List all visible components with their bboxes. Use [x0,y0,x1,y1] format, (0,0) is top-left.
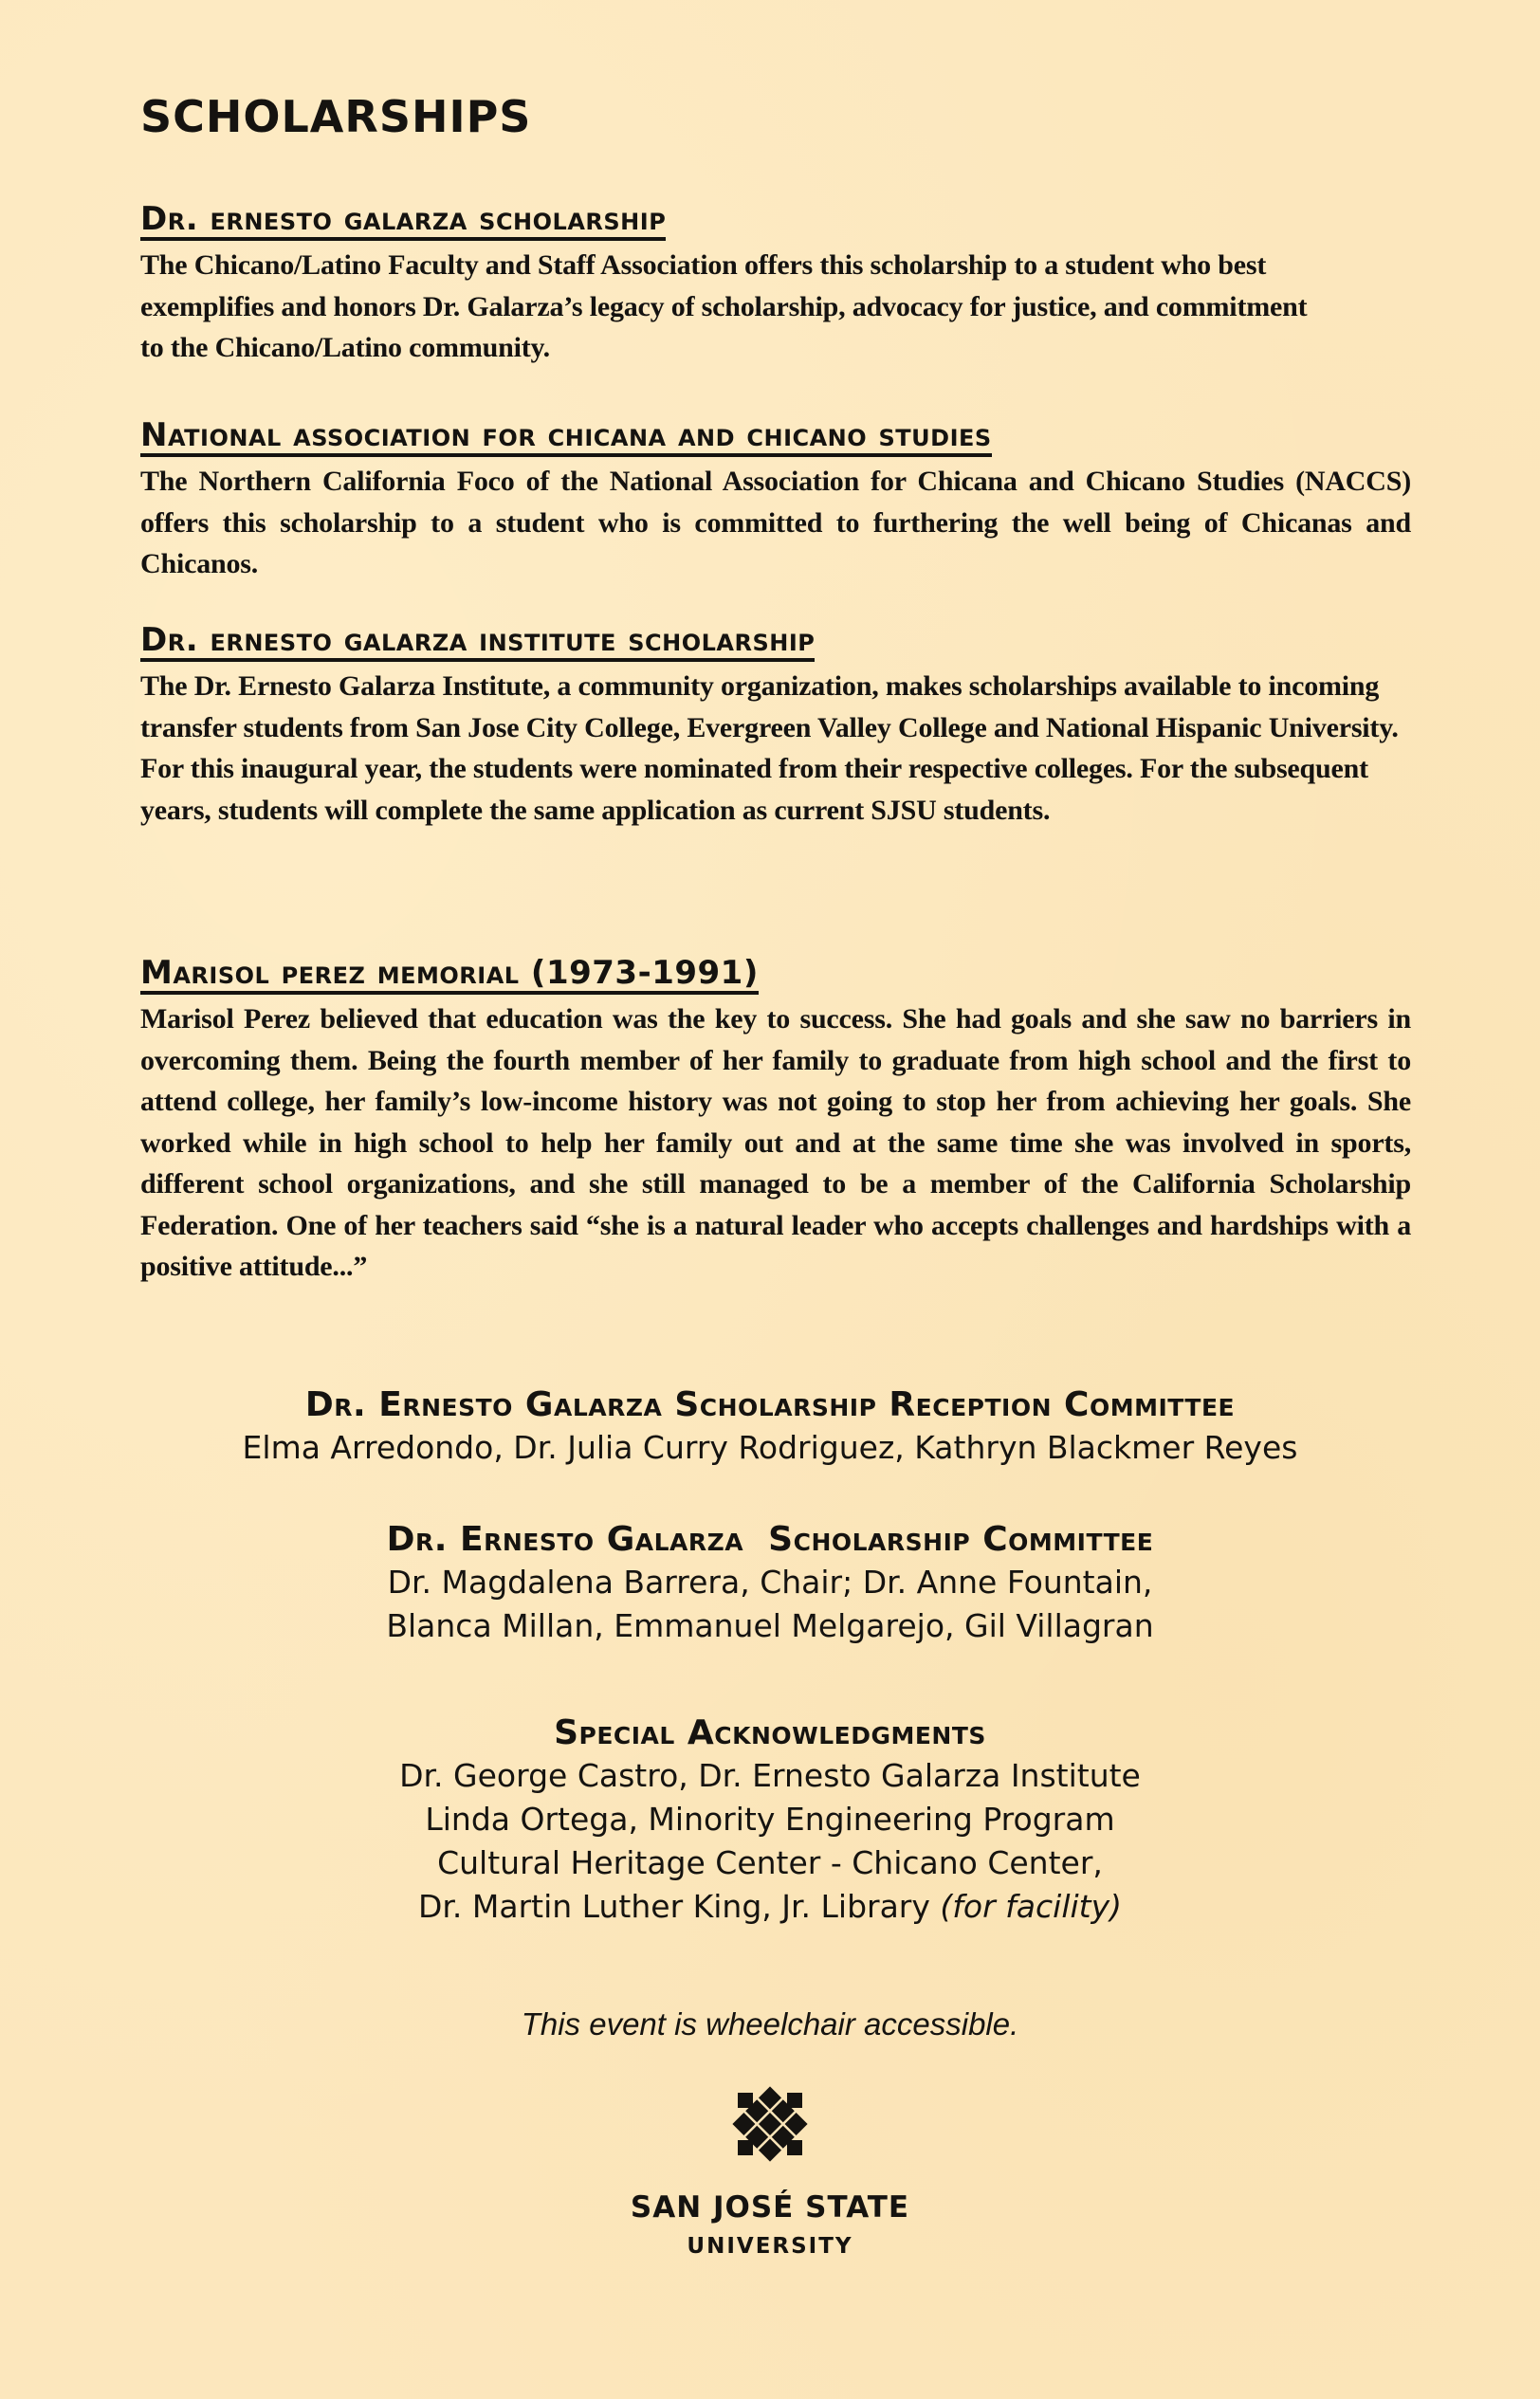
section-heading: Dr. ernesto galarza institute scholarship [140,622,815,662]
scholarship-naccs [140,417,1411,585]
logo-tile [787,2140,802,2155]
credits-line-with-note [0,1885,1540,1929]
section-heading: Marisol perez memorial (1973-1991) [140,955,759,995]
credits-line: Elma Arredondo, Dr. Julia Curry Rodriguez, Kathryn Blackmer Reyes [242,1429,1298,1466]
logo-tile [738,2093,753,2108]
credits-heading: Dr. Ernesto Galarza Scholarship Reception Committee [304,1385,1236,1424]
credits-line: Dr. George Castro, Dr. Ernesto Galarza Institute [399,1757,1141,1794]
university-subtitle: UNIVERSITY [687,2234,853,2259]
accessibility-note: This event is wheelchair accessible. [521,2006,1019,2042]
credits-line: Cultural Heritage Center - Chicano Center, [437,1844,1103,1881]
credits-heading: Special Acknowledgments [554,1713,986,1752]
sjsu-star-icon [730,2081,810,2167]
scholarship-galarza-institute [140,622,1411,831]
credits-line: Blanca Millan, Emmanuel Melgarejo, Gil Villagran [386,1607,1154,1644]
credits-line: Linda Ortega, Minority Engineering Program [425,1801,1115,1838]
scholarship-committee [0,1519,1540,1648]
facility-note: (for facility) [940,1888,1122,1925]
section-body: Marisol Perez believed that education was the key to success. She had goals and she saw no barriers in overcoming them. Being the fourth member of her family to graduate from high school and the first to attend college, her family’s low-income history was not going to stop her from achieving her goals. She worked while in high school to help her family out and at the same time she was involved in sports, different school organizations, and she still managed to be a member of the California Scholarship Federation. One of her teachers said “she is a natural leader who accepts challenges and hardships with a positive attitude...” [140,1003,1411,1282]
section-body: The Northern California Foco of the National Association for Chicana and Chicano Studies (NACCS) offers this scholarship to a student who is committed to furthering the well being of Chicanas and Chicanos. [140,466,1411,579]
section-body: The Dr. Ernesto Galarza Institute, a community organization, makes scholarships available to incoming transfer students from San Jose City College, Evergreen Valley College and National Hispanic University. For this inaugural year, the students were nominated from their respective colleges. For the subsequent years, students will complete the same application as current SJSU students. [140,670,1399,826]
logo-tile [738,2140,753,2155]
reception-committee [0,1384,1540,1470]
logo-tile [787,2093,802,2108]
credits-line-text: Dr. Martin Luther King, Jr. Library [417,1888,930,1925]
section-heading: National association for chicana and chicano studies [140,417,992,457]
section-body: The Chicano/Latino Faculty and Staff Association offers this scholarship to a student who best exemplifies and honors Dr. Galarza’s legacy of scholarship, advocacy for justice, and commitment to the Chicano/Latino community. [140,249,1308,363]
special-acknowledgments [0,1712,1540,1929]
credits-line: Dr. Magdalena Barrera, Chair; Dr. Anne Fountain, [387,1564,1153,1601]
scholarship-marisol-perez [140,955,1411,1288]
university-name: SAN JOSÉ STATE [630,2190,910,2225]
section-heading: Dr. ernesto galarza scholarship [140,201,666,241]
page-title: SCHOLARSHIPS [140,91,532,142]
scholarship-galarza [140,201,1411,369]
credits-heading: Dr. Ernesto Galarza Scholarship Committee [386,1520,1154,1559]
